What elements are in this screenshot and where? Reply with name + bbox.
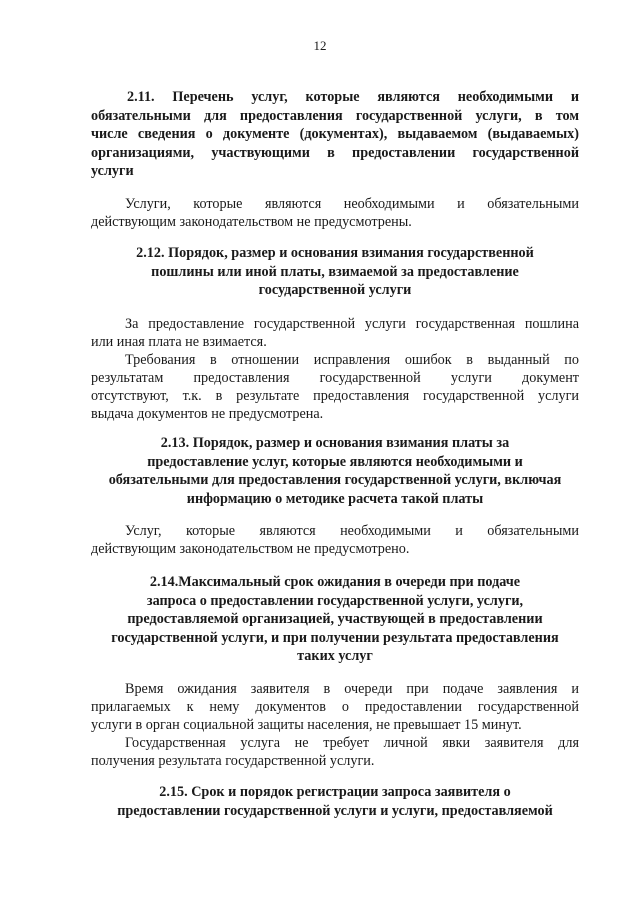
paragraph-line: выдача документов не предусмотрена. [91, 406, 324, 422]
heading-line: информацию о методике расчета такой платы [186, 490, 484, 507]
heading-line: государственной услуги [258, 282, 412, 298]
paragraph-line: Услуги, которые являются необходимыми и обязательными [125, 196, 579, 212]
heading-line: числе сведения о документе (документах), выдаваемом (выдаваемых) [91, 126, 579, 142]
paragraph-line: Государственная услуга не требует личной явки заявителя для [125, 735, 579, 751]
heading-line: предоставляемой организацией, участвующей в предоставлении [127, 611, 543, 627]
section-2-14-paragraph-2 [91, 734, 579, 770]
heading-line: государственной услуги, и при получении результата предоставления [111, 629, 559, 646]
heading-line: 2.15. Срок и порядок регистрации запроса заявителя о [159, 784, 511, 800]
section-2-11-heading [91, 88, 579, 181]
paragraph-line: Требования в отношении исправления ошибок в выданный по [125, 352, 579, 368]
heading-line: обязательными для предоставления государственной услуги, включая [108, 472, 562, 488]
heading-line: запроса о предоставлении государственной услуги, услуги, [146, 592, 524, 609]
section-2-14-heading [91, 573, 579, 666]
paragraph-line: или иная плата не взимается. [91, 334, 267, 350]
paragraph-line: действующим законодательством не предусмотрено. [91, 541, 410, 557]
section-2-11-paragraph [91, 195, 579, 231]
paragraph-line: результатам предоставления государственной услуги документ [91, 370, 579, 386]
paragraph-line: отсутствуют, т.к. в результате предоставления государственной услуги [91, 388, 579, 404]
section-2-12-heading [100, 244, 570, 300]
heading-line: таких услуг [297, 648, 373, 664]
heading-line: услуги [91, 163, 134, 179]
heading-line: 2.11. Перечень услуг, которые являются необходимыми и [127, 89, 579, 105]
heading-line: 2.13. Порядок, размер и основания взимания платы за [160, 435, 510, 451]
section-2-13-paragraph [91, 522, 579, 558]
paragraph-line: Услуг, которые являются необходимыми и обязательными [125, 523, 579, 539]
page-number: 12 [313, 38, 327, 53]
section-2-12-paragraph-1 [91, 315, 579, 351]
heading-line: предоставление услуг, которые являются необходимыми и [147, 453, 523, 470]
heading-line: организациями, участвующими в предоставлении государственной [91, 144, 579, 161]
section-2-12-paragraph-2 [91, 351, 579, 423]
section-2-15-heading [91, 783, 579, 820]
paragraph-line: прилагаемых к нему документов о предоставлении государственной [91, 699, 579, 715]
heading-line: пошлины или иной платы, взимаемой за предоставление [151, 263, 519, 280]
section-2-13-heading [91, 434, 579, 508]
heading-line: 2.14.Максимальный срок ожидания в очереди при подаче [149, 574, 521, 590]
paragraph-line: За предоставление государственной услуги государственная пошлина [125, 316, 579, 332]
paragraph-line: действующим законодательством не предусмотрены. [91, 214, 412, 230]
heading-line: предоставлении государственной услуги и услуги, предоставляемой [117, 802, 553, 819]
heading-line: 2.12. Порядок, размер и основания взимания государственной [136, 245, 534, 261]
paragraph-line: Время ожидания заявителя в очереди при подаче заявления и [125, 681, 579, 697]
heading-line: обязательными для предоставления государственной услуги, в том [91, 107, 579, 124]
paragraph-line: услуги в орган социальной защиты населения, не превышает 15 минут. [91, 717, 522, 733]
paragraph-line: получения результата государственной услуги. [91, 753, 375, 769]
section-2-14-paragraph-1 [91, 680, 579, 734]
